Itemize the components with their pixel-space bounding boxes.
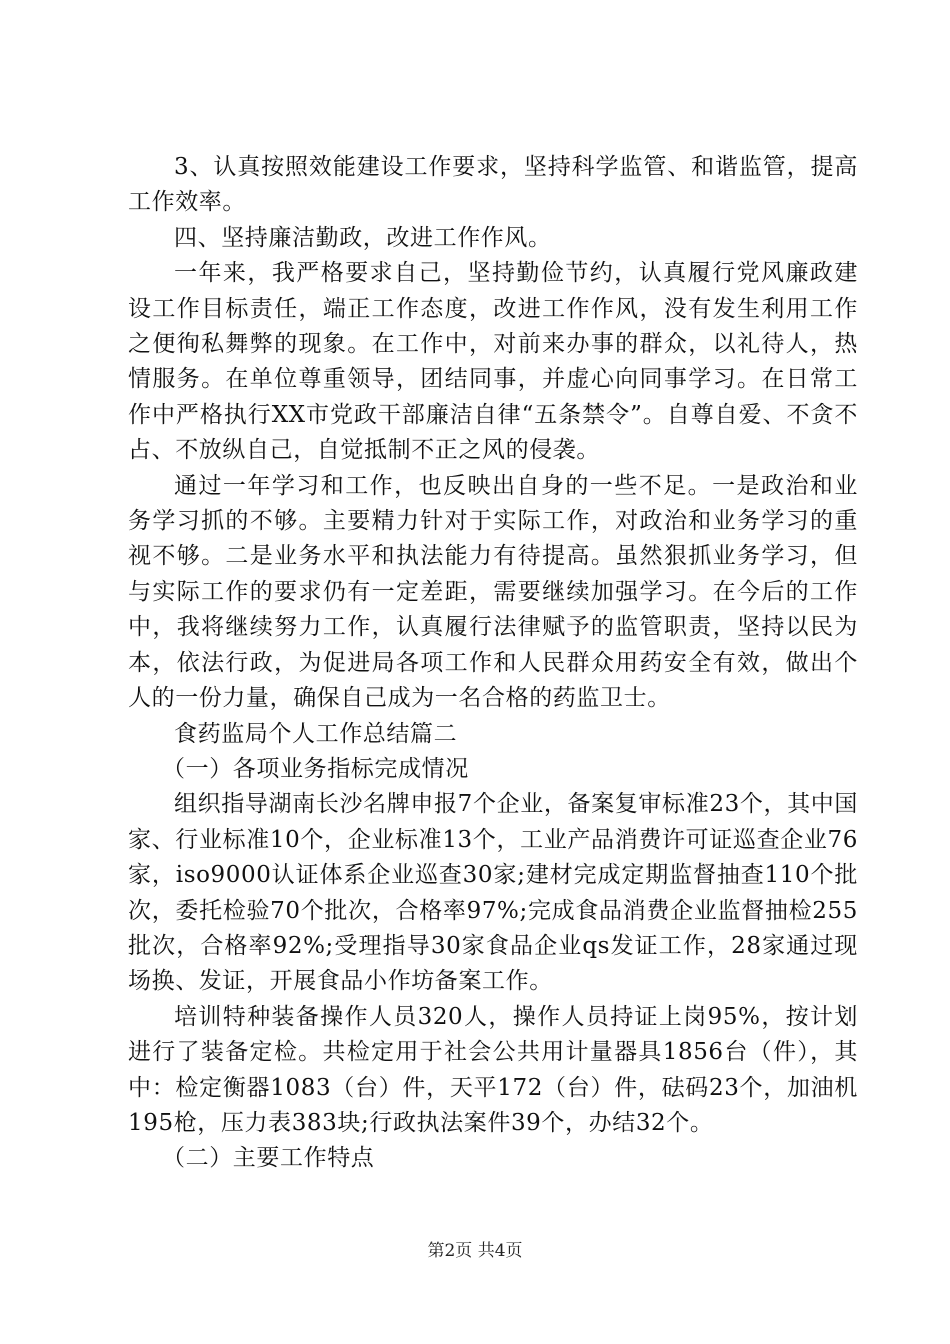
- paragraph-shortcomings: 通过一年学习和工作，也反映出自身的一些不足。一是政治和业务学习抓的不够。主要精力针对于实际工作，对政治和业务学习的重视不够。二是业务水平和执法能力有待提高。虽然狠抓业务学习，但与实际工作的要求仍有一定差距，需要继续加强学习。在今后的工作中，我将继续努力工作，认真履行法律赋予的监管职责，坚持以民为本，依法行政，为促进局各项工作和人民群众用药安全有效，做出个人的一份力量，确保自己成为一名合格的药监卫士。: [128, 472, 858, 712]
- paragraph-integrity-conduct: 一年来，我严格要求自己，坚持勤俭节约，认真履行党风廉政建设工作目标责任，端正工作态度，改进工作作风，没有发生利用工作之便徇私舞弊的现象。在工作中，对前来办事的群众，以礼待人，热情服务。在单位尊重领导，团结同事，并虚心向同事学习。在日常工作中严格执行XX市党政干部廉洁自律“五条禁令”。自尊自爱、不贪不占、不放纵自己，自觉抵制不正之风的侵袭。: [128, 260, 858, 464]
- paragraph-training-inspection: 培训特种装备操作人员320人，操作人员持证上岗95%，按计划进行了装备定检。共检定用于社会公共用计量器具1856台（件），其中：检定衡器1083（台）件，天平172（台）件，砝码23个，加油机195枪，压力表383块;行政执法案件39个，办结32个。: [128, 1003, 858, 1136]
- section-heading-integrity: 四、坚持廉洁勤政，改进工作作风。: [174, 224, 552, 251]
- article-title-part-two: 食药监局个人工作总结篇二: [174, 720, 458, 747]
- page-number-label: 第2页 共4页: [427, 1241, 523, 1261]
- page-footer: [0, 1240, 950, 1262]
- document-body: [128, 150, 858, 1177]
- paragraph-indicators: 组织指导湖南长沙名牌申报7个企业，备案复审标准23个，其中国家、行业标准10个，企业标准13个，工业产品消费许可证巡查企业76家，iso9000认证体系企业巡查30家;建材完成定期监督抽查110个批次，委托检验70个批次，合格率97%;完成食品消费企业监督抽检255批次，合格率92%;受理指导30家食品企业qs发证工作，28家通过现场换、发证，开展食品小作坊备案工作。: [128, 791, 858, 995]
- subheading-indicators: （一）各项业务指标完成情况: [162, 755, 469, 782]
- paragraph-efficiency-item-3: 3、认真按照效能建设工作要求，坚持科学监管、和谐监管，提高工作效率。: [128, 154, 858, 216]
- subheading-work-features: （二）主要工作特点: [162, 1145, 375, 1172]
